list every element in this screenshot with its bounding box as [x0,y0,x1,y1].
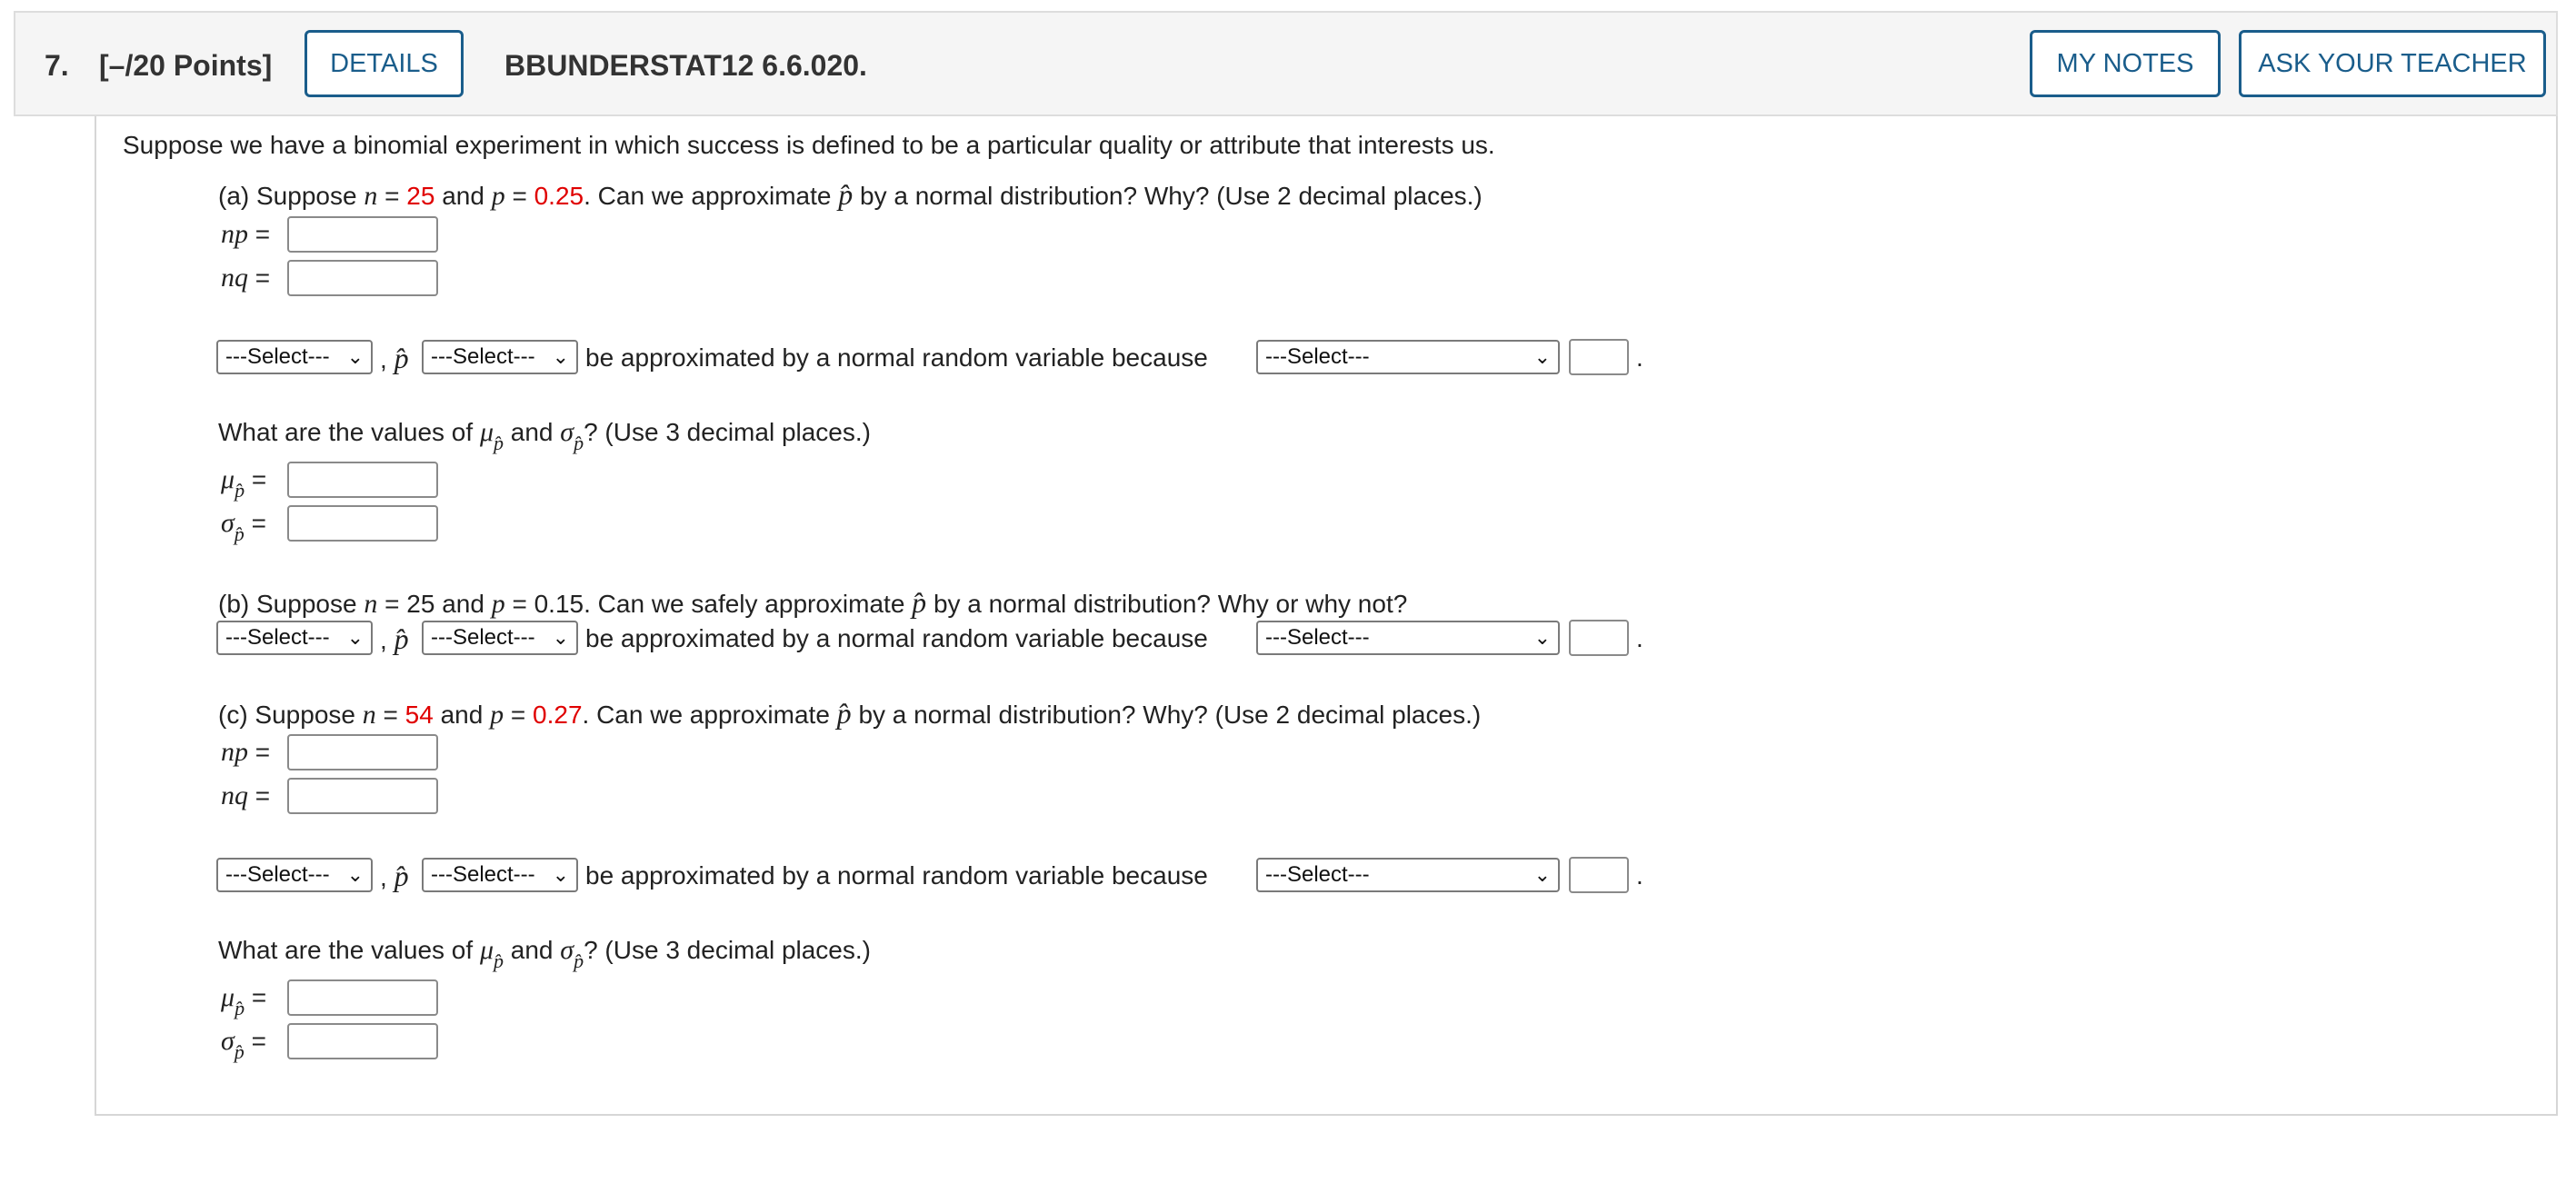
sigma-symbol: σ [560,417,574,447]
values-q-suffix: ? (Use 3 decimal places.) [584,418,871,446]
p-hat-subscript: p̂ [235,479,245,502]
n-variable: n [364,589,378,619]
equals-sign: = [384,182,400,210]
select-value: ---Select--- [431,862,535,887]
be-approximated-text: be approximated by a normal random variable because [585,343,1208,372]
mu-symbol: μ [221,982,235,1012]
p-hat-symbol: p̂ [394,622,409,655]
select-value: ---Select--- [1265,344,1370,369]
part-b-reason-input[interactable] [1569,620,1629,656]
part-a-np-input[interactable] [287,216,438,253]
part-b-suffix: . Can we safely approximate [584,590,905,618]
intro-text: Suppose we have a binomial experiment in which success is defined to be a particular quality or attribute that interests us. [123,131,1495,159]
p-hat-subscript: p̂ [574,949,584,972]
p-hat-symbol: p̂ [836,697,852,730]
question-number: 7. [45,49,69,82]
part-c-np-input[interactable] [287,734,438,770]
equals-sign: = [255,263,271,292]
p-variable: p [491,181,505,211]
part-b-prompt [218,584,1407,622]
select-value: ---Select--- [431,344,535,369]
chevron-down-icon: ⌄ [552,345,569,368]
part-b-select-1[interactable] [216,621,373,655]
part-c-mu-input[interactable] [287,979,438,1016]
nq-label [221,778,270,814]
part-c-suffix2: by a normal distribution? Why? (Use 2 decimal places.) [858,701,1482,729]
equals-sign: = [251,1027,266,1055]
my-notes-button[interactable]: MY NOTES [2030,30,2221,97]
be-approximated-text: be approximated by a normal random variable because [585,861,1208,890]
equals-sign: = [255,220,271,248]
part-c-values-question [218,932,871,979]
select-value: ---Select--- [1265,862,1370,887]
equals-sign: = [255,781,271,810]
np-text: np [221,219,248,249]
part-c-select-reason[interactable] [1256,858,1560,892]
and-text: and [442,182,484,210]
part-a-suffix2: by a normal distribution? Why? (Use 2 decimal places.) [860,182,1483,210]
and-text: and [440,701,484,729]
equals-sign: = [384,590,400,618]
equals-sign: = [383,701,398,729]
values-q-prefix: What are the values of [218,936,474,964]
part-c-n-value: 54 [404,701,434,729]
part-b-suffix2: by a normal distribution? Why or why not? [933,590,1408,618]
np-label [221,216,270,253]
p-variable: p [490,700,504,730]
values-q-prefix: What are the values of [218,418,474,446]
problem-code: BBUNDERSTAT12 6.6.020. [504,49,867,82]
chevron-down-icon: ⌄ [346,626,364,649]
part-c-sigma-input[interactable] [287,1023,438,1059]
chevron-down-icon: ⌄ [552,626,569,649]
part-a-nq-input[interactable] [287,260,438,296]
part-a-suffix: . Can we approximate [584,182,832,210]
chevron-down-icon: ⌄ [346,345,364,368]
nq-text: nq [221,263,248,293]
part-c-prompt [218,695,1481,733]
period: . [1636,624,1643,652]
points-label: [–/20 Points] [99,49,273,82]
part-a-p-value: 0.25 [534,182,584,210]
p-hat-subscript: p̂ [494,432,504,454]
chevron-down-icon: ⌄ [346,863,364,886]
part-b-p-value: 0.15 [534,590,584,618]
values-q-suffix: ? (Use 3 decimal places.) [584,936,871,964]
part-a-values-question [218,414,871,462]
part-a-select-1[interactable] [216,340,373,374]
mu-symbol: μ [479,935,494,965]
mu-symbol: μ [221,464,235,494]
equals-sign: = [251,465,267,493]
part-b-select-2[interactable] [422,621,578,655]
p-hat-subscript: p̂ [234,522,245,545]
chevron-down-icon: ⌄ [1533,863,1551,886]
part-c-prefix: (c) Suppose [218,701,355,729]
sigma-symbol: σ [221,508,235,538]
part-c-p-value: 0.27 [533,701,583,729]
part-a-reason-input[interactable] [1569,339,1629,375]
equals-sign: = [512,590,527,618]
p-variable: p [491,589,505,619]
sigma-phat-label [221,505,266,552]
equals-sign: = [512,182,527,210]
select-value: ---Select--- [431,625,535,650]
and-text: and [510,936,554,964]
n-variable: n [364,181,378,211]
mu-symbol: μ [479,417,494,447]
comma-phat: , p̂ [380,622,409,655]
equals-sign: = [251,983,267,1011]
sigma-symbol: σ [221,1026,235,1056]
part-c-nq-input[interactable] [287,778,438,814]
equals-sign: = [251,509,266,537]
p-hat-symbol: p̂ [912,586,927,619]
comma-phat: , p̂ [380,342,409,374]
mu-phat-label [221,979,266,1027]
np-label [221,734,270,770]
select-value: ---Select--- [225,625,330,650]
chevron-down-icon: ⌄ [1533,345,1551,368]
ask-your-teacher-button[interactable]: ASK YOUR TEACHER [2239,30,2546,97]
select-value: ---Select--- [225,344,330,369]
nq-label [221,260,270,296]
sigma-symbol: σ [560,935,574,965]
chevron-down-icon: ⌄ [552,863,569,886]
part-b-select-reason[interactable] [1256,621,1560,655]
sigma-phat-label [221,1023,266,1070]
part-a-n-value: 25 [406,182,435,210]
np-text: np [221,737,248,767]
period: . [1636,343,1643,372]
p-hat-subscript: p̂ [574,432,584,454]
part-a-mu-input[interactable] [287,462,438,498]
nq-text: nq [221,780,248,810]
p-hat-symbol: p̂ [394,860,409,892]
equals-sign: = [510,701,526,729]
p-hat-symbol: p̂ [394,342,409,374]
p-hat-subscript: p̂ [494,949,504,972]
n-variable: n [362,700,376,730]
part-c-reason-input[interactable] [1569,857,1629,893]
part-a-sigma-input[interactable] [287,505,438,542]
details-button[interactable]: DETAILS [305,30,464,97]
equals-sign: = [255,738,271,766]
part-a-prompt [218,176,1483,214]
mu-phat-label [221,462,266,509]
part-a-select-2[interactable] [422,340,578,374]
select-value: ---Select--- [225,862,330,887]
period: . [1636,861,1643,890]
part-a-select-reason[interactable] [1256,340,1560,374]
part-b-n-value: 25 [406,590,435,618]
part-b-prefix: (b) Suppose [218,590,357,618]
and-text: and [442,590,484,618]
chevron-down-icon: ⌄ [1533,626,1551,649]
p-hat-symbol: p̂ [838,178,854,211]
select-value: ---Select--- [1265,625,1370,650]
p-hat-subscript: p̂ [234,1040,245,1063]
part-c-suffix: . Can we approximate [582,701,830,729]
part-c-select-1[interactable] [216,858,373,892]
p-hat-subscript: p̂ [235,997,245,1019]
part-a-prefix: (a) Suppose [218,182,357,210]
and-text: and [510,418,554,446]
question-header [14,11,2558,116]
comma-phat: , p̂ [380,860,409,892]
be-approximated-text: be approximated by a normal random variable because [585,624,1208,652]
part-c-select-2[interactable] [422,858,578,892]
